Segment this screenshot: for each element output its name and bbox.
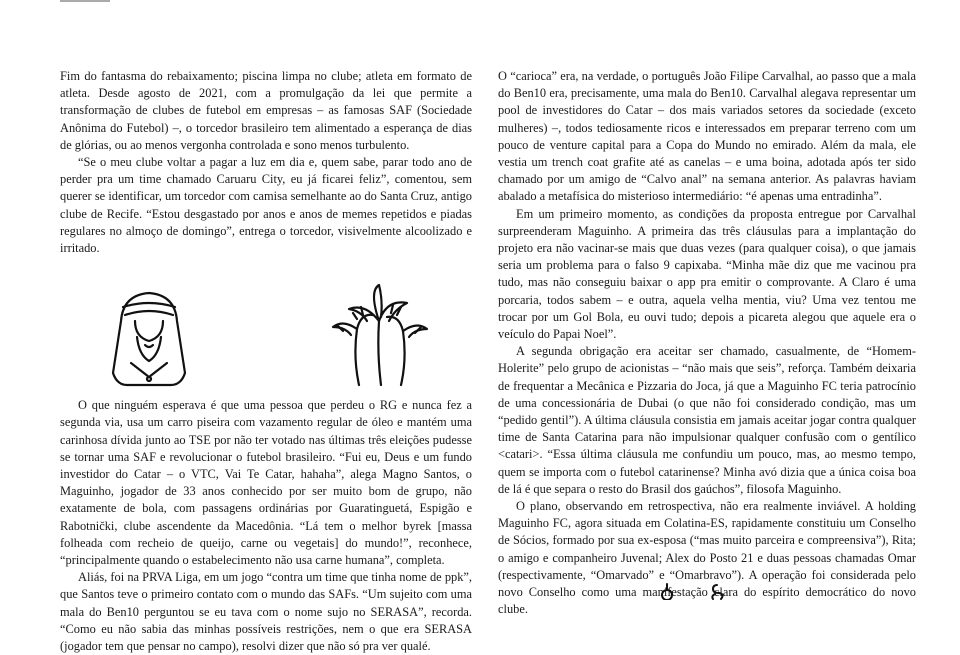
paragraph: Fim do fantasma do rebaixamento; piscina limpa no clube; atleta em formato de atleta. Desde agosto de 2021, com a promulgação da lei que permite a transformação de clubes de futebol em empresas – as famosas SAF (Sociedade Anônima do Futebol) –, o torcedor brasileiro tem alimentado a esperança de dias de glórias, ou ao menos vergonha controlada e sono menos turbulento. (60, 69, 472, 152)
right-column (498, 68, 916, 619)
palm-trees-illustration (327, 281, 431, 389)
top-rule (0, 0, 960, 6)
sheikh-illustration (101, 281, 197, 389)
paragraph: Em um primeiro momento, as condições da proposta entregue por Carvalhal surpreenderam Maguinho. A primeira das três cláusulas para a implantação do projeto era não vacinar-se mais que duas vezes (para qualquer coisa), o que jamais seria um problema para o falso 9 capixaba. “Minha mãe diz que me vacinou pra tudo, mas não conseguiu baixar o app pra emitir o comprovante. A Claro é uma porcaria, todos sabem – e outra, aquela velha mentia, viu? Uma vez tentou me trocar por um Gol Bola, eu ouvi tudo; depois a picareta alegou que aquele era o veículo do Papai Noel”. (498, 206, 916, 342)
paragraph: O plano, observando em retrospectiva, não era realmente inviável. A holding Maguinho FC, agora situada em Colatina-ES, rapidamente constituiu um Conselho de Sócios, formado por sua ex-esposa (“mas muito parceira e compreensiva”), Rita; o amigo e companheiro Juvenal; Alex do Posto 21 e duas pessoas chamadas Omar (respectivamente, “Omarvado” e “Omarbravo”). A operação foi considerada pelo novo Conselho como uma manifestação clara do espírito democrático do novo clube. (498, 499, 916, 617)
left-column (60, 68, 472, 655)
illustration-row (60, 271, 472, 389)
paragraph: O “carioca” era, na verdade, o português João Filipe Carvalhal, ao passo que a mala do Ben10 era, precisamente, uma mala do Ben10. Carvalhal alegava representar um pool de investidores do Catar – dos mais variados setores da sociedade (exceto mulheres) –, todos tediosamente ricos e interessados em preparar terreno com um pouco de venture capital para a Copa do Mundo no emirado. Além da mala, ele vestia um trench coat grafite até as canelas – e uma boina, adotada após ter sido chamado por um amigo de “Calvo anal” na semana anterior. As palavras haviam abalado a metafísica do misterioso intermediário: “é apenas uma entradinha”. (498, 69, 916, 204)
paragraph: O que ninguém esperava é que uma pessoa que perdeu o RG e nunca fez a segunda via, usa um carro piseira com vazamento regular de óleo e mantém uma carinhosa dívida junto ao TSE por não ter votado nas últimas três eleições pudesse se tornar uma SAF e revolucionar o futebol brasileiro. “Fui eu, Deus e um fundo investidor do Catar – o VTC, Vai Te Catar, hahaha”, alega Magno Santos, o Maguinho, jogador de 33 anos conhecido por ser muito bom de grupo, não exatamente de bola, com passagens ordinárias por Guaratinguetá, Espigão e Rabotnički, clube ascendente da Macedônia. “Lá tem o melhor byrek [massa folheada com recheio de queijo, carne ou vegetais] do mundo!”, reconhece, “principalmente quando o estabelecimento não usa carne humana”, completa. (60, 398, 472, 568)
paragraph: “Se o meu clube voltar a pagar a luz em dia e, quem sabe, parar todo ano de perder pra um time chamado Caruaru City, eu já ficarei feliz”, comentou, sem querer se identificar, um torcedor com camisa semelhante ao do Santa Cruz, antigo clube de Recife. “Estou desgastado por anos e anos de memes repetidos e piadas regulares no almoço de domingo”, entrega o torcedor, visivelmente alcoolizado e irritado. (60, 155, 472, 256)
paragraph: A segunda obrigação era aceitar ser chamado, casualmente, de “Homem-Holerite” pelo grupo de acionistas – “não mais que seis”, reforça. Também deixaria de frequentar a Mecânica e Pizzaria do Joca, já que a Maguinho FC teria patrocínio de uma concessionária de Dubai (o que não foi considerado condição, mas um “pedido gentil”). A última cláusula consistia em jamais aceitar jogar contra qualquer time de Santa Catarina para não impulsionar qualquer confusão com o gentílico <catari>. “Essa última cláusula me confundiu um pouco, mas, ao mesmo tempo, quem se importa com o futebol catarinense? Minha avó dizia que a única coisa boa de lá é que separa o resto do Brasil dos gaúchos”, filosofa Maguinho. (498, 344, 916, 496)
ornament-icon (655, 582, 745, 600)
paragraph: Aliás, foi na PRVA Liga, em um jogo “contra um time que tinha nome de ppk”, que Santos teve o primeiro contato com o mundo das SAFs. “Um sujeito com uma mala do Ben10 perguntou se eu tava com o nome sujo no SERASA”, recorda. “Como eu não sabia das minhas possíveis restrições, nem o que era SERASA (jogador tem que pensar no campo), resolvi dizer que não só pra ver qualé. (60, 570, 472, 654)
